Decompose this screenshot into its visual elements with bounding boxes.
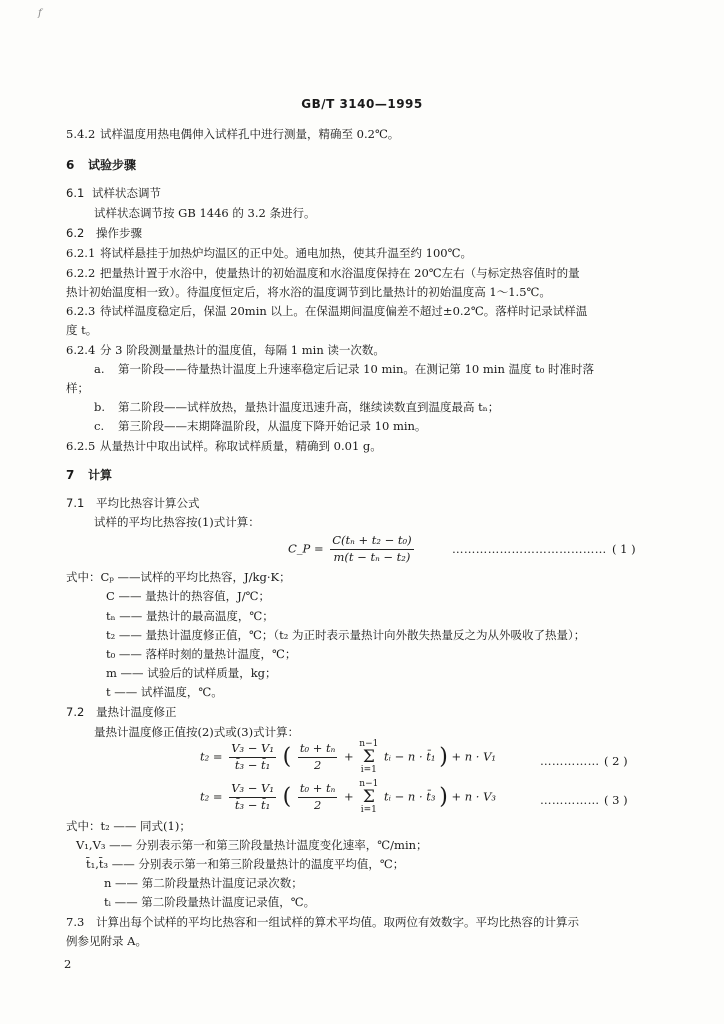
symbol-definition: t̄₁,t̄₃ —— 分别表示第一和第三阶段量热计的温度平均值，℃； bbox=[86, 857, 405, 871]
clause-text: 从量热计中取出试样。称取试样质量，精确到 0.01 g。 bbox=[100, 439, 382, 453]
symbol-definition: V₁,V₃ —— 分别表示第一和第三阶段量热计温度变化速率，℃/min； bbox=[76, 838, 428, 852]
symbol-definition: 式中：t₂ —— 同式(1)； bbox=[66, 819, 191, 833]
list-item-c bbox=[94, 420, 426, 434]
clause-6-2-1 bbox=[66, 247, 472, 261]
sum-upper-limit: n−1 bbox=[359, 739, 379, 749]
left-bracket: ( bbox=[282, 744, 292, 770]
clause-6-2-4 bbox=[66, 344, 385, 358]
section-7-heading bbox=[66, 468, 112, 482]
clause-7-1-heading bbox=[66, 497, 200, 511]
clause-number: 6.2.4 bbox=[66, 343, 96, 357]
equation-leader-dots: …………… bbox=[540, 754, 600, 768]
paragraph-line: 例参见附录 A。 bbox=[66, 934, 147, 948]
section-title: 试验步骤 bbox=[88, 158, 137, 172]
clause-text: 把量热计置于水浴中，使量热计的初始温度和水浴温度保持在 20℃左右（与标定热容值时的量 bbox=[100, 266, 580, 280]
equation-leader-dots: …………… bbox=[540, 793, 600, 807]
numerator: t₀ + tₙ bbox=[298, 742, 337, 758]
equation-leader-dots: ………………………………… bbox=[452, 542, 607, 556]
fraction bbox=[330, 534, 413, 565]
paragraph-line: 样； bbox=[66, 381, 89, 395]
numerator: V₃ − V₁ bbox=[229, 742, 276, 758]
clause-number: 7.3 bbox=[66, 915, 85, 929]
sum-body: tᵢ − n · t̄₃ bbox=[384, 789, 436, 804]
clause-7-2-heading bbox=[66, 706, 177, 720]
symbol-definition: t₀ —— 落样时刻的量热计温度，℃； bbox=[106, 647, 297, 661]
clause-6-2-2 bbox=[66, 267, 580, 281]
fraction bbox=[229, 742, 276, 773]
paragraph-line: 热计初始温度相一致）。待温度恒定后，将水浴的温度调节到比量热计的初始温度高 1～1.5℃。 bbox=[66, 285, 551, 299]
clause-number: 6.2.1 bbox=[66, 246, 96, 260]
right-bracket: ) bbox=[439, 744, 448, 770]
section-number: 7 bbox=[66, 468, 75, 482]
denominator: 2 bbox=[313, 798, 322, 812]
clause-6-2-heading bbox=[66, 227, 142, 241]
clause-title: 平均比热容计算公式 bbox=[96, 496, 200, 510]
clause-5-4-2 bbox=[66, 128, 399, 142]
symbol-definition: tₙ —— 量热计的最高温度，℃； bbox=[106, 609, 274, 623]
clause-6-2-5 bbox=[66, 440, 382, 454]
clause-number: 7.2 bbox=[66, 705, 85, 719]
page-number: 2 bbox=[64, 957, 72, 971]
numerator: V₃ − V₁ bbox=[229, 782, 276, 798]
numerator: t₀ + tₙ bbox=[298, 782, 337, 798]
symbol-definition: n —— 第二阶段量热计温度记录次数； bbox=[104, 876, 303, 890]
symbol-definition: tᵢ —— 第二阶段量热计温度记录值，℃。 bbox=[104, 895, 316, 909]
clause-number: 6.1 bbox=[66, 186, 85, 200]
list-item-b bbox=[94, 401, 499, 415]
symbol-definition: t —— 试样温度，℃。 bbox=[106, 685, 223, 699]
clause-number: 6.2.5 bbox=[66, 439, 96, 453]
clause-number: 5.4.2 bbox=[66, 127, 96, 141]
list-item-a bbox=[94, 363, 594, 377]
paragraph-line: 量热计温度修正值按(2)式或(3)式计算： bbox=[94, 725, 300, 739]
symbol-definition: t₂ —— 量热计温度修正值，℃；（t₂ 为正时表示量热计向外散失热量反之为从外吸收了热量）； bbox=[106, 628, 586, 642]
formula-3: t₂ = $\frac{\text{V₃ − V₁}}{\text{t̄₃ − t̄₁}}$ ( $\frac{\text{t₀ + tₙ}}{2}$ + n−1 Σ i=1 tᵢ − n · t̄₃ ) + n · V₃ bbox=[200, 779, 497, 815]
symbol-definition: C —— 量热计的热容值，J/℃； bbox=[106, 589, 270, 603]
list-text: 第二阶段——试样放热，量热计温度迅速升高，继续读数直到温度最高 tₙ； bbox=[118, 400, 500, 414]
formula-lhs: t₂ = bbox=[200, 789, 223, 804]
section-title: 计算 bbox=[88, 468, 113, 482]
symbol-definition: 式中：Cₚ ——试样的平均比热容，J/kg·K； bbox=[66, 570, 291, 584]
sum-lower-limit: i=1 bbox=[360, 765, 377, 775]
paragraph-line: 度 t。 bbox=[66, 323, 98, 337]
list-text: 第三阶段——末期降温阶段，从温度下降开始记录 10 min。 bbox=[118, 419, 427, 433]
list-marker: a. bbox=[94, 362, 105, 376]
equation-number: ( 2 ) bbox=[604, 754, 628, 768]
clause-6-2-3 bbox=[66, 305, 587, 319]
right-bracket: ) bbox=[439, 784, 448, 810]
section-number: 6 bbox=[66, 158, 75, 172]
clause-number: 6.2 bbox=[66, 226, 85, 240]
denominator: t̄₃ − t̄₁ bbox=[234, 798, 271, 812]
sum-body: tᵢ − n · t̄₁ bbox=[384, 749, 436, 764]
clause-text: 分 3 阶段测量量热计的温度值，每隔 1 min 读一次数。 bbox=[100, 343, 385, 357]
formula-tail: + n · V₃ bbox=[451, 789, 497, 804]
equation-number: ( 3 ) bbox=[604, 793, 628, 807]
formula-2: t₂ = $\frac{\text{V₃ − V₁}}{\text{t̄₃ − t̄₁}}$ ( $\frac{\text{t₀ + tₙ}}{2}$ + n−1 Σ i=1 tᵢ − n · t̄₁ ) + n · V₁ bbox=[200, 739, 497, 775]
denominator: 2 bbox=[313, 758, 322, 772]
clause-text: 待试样温度稳定后，保温 20min 以上。在保温期间温度偏差不超过±0.2℃。落样时记录试样温 bbox=[100, 304, 588, 318]
clause-number: 7.1 bbox=[66, 496, 85, 510]
clause-text: 计算出每个试样的平均比热容和一组试样的算术平均值。取两位有效数字。平均比热容的计算示 bbox=[96, 915, 579, 929]
paragraph-line: 试样的平均比热容按(1)式计算： bbox=[94, 515, 260, 529]
symbol-definition: m —— 试验后的试样质量，kg； bbox=[106, 666, 277, 680]
sum-upper-limit: n−1 bbox=[359, 779, 379, 789]
corner-mark: f bbox=[38, 8, 42, 19]
section-6-heading bbox=[66, 158, 136, 172]
list-text: 第一阶段——待量热计温度上升速率稳定后记录 10 min。在测记第 10 min 温度 t₀ 时准时落 bbox=[118, 362, 595, 376]
denominator: m(t − tₙ − t₂) bbox=[333, 549, 411, 564]
left-bracket: ( bbox=[282, 784, 292, 810]
list-marker: c. bbox=[94, 419, 105, 433]
numerator: C(tₙ + t₂ − t₀) bbox=[330, 534, 413, 550]
formula-1 bbox=[288, 534, 417, 565]
fraction bbox=[298, 782, 337, 813]
clause-title: 试样状态调节 bbox=[92, 186, 161, 200]
summation: n−1 Σ i=1 bbox=[359, 779, 379, 815]
summation: n−1 Σ i=1 bbox=[359, 739, 379, 775]
formula-lhs: t₂ = bbox=[200, 749, 223, 764]
formula-lhs: C_P = bbox=[288, 541, 324, 556]
clause-6-1-heading bbox=[66, 187, 161, 201]
page-header: GB/T 3140—1995 bbox=[301, 97, 423, 111]
list-marker: b. bbox=[94, 400, 106, 414]
clause-number: 6.2.2 bbox=[66, 266, 96, 280]
equation-number: ( 1 ) bbox=[612, 542, 636, 556]
paragraph-line: 试样状态调节按 GB 1446 的 3.2 条进行。 bbox=[94, 206, 316, 220]
fraction bbox=[298, 742, 337, 773]
clause-7-3 bbox=[66, 916, 579, 930]
fraction bbox=[229, 782, 276, 813]
clause-title: 量热计温度修正 bbox=[96, 705, 177, 719]
clause-number: 6.2.3 bbox=[66, 304, 96, 318]
clause-title: 操作步骤 bbox=[96, 226, 142, 240]
denominator: t̄₃ − t̄₁ bbox=[234, 758, 271, 772]
sum-lower-limit: i=1 bbox=[360, 805, 377, 815]
clause-text: 试样温度用热电偶伸入试样孔中进行测量，精确至 0.2℃。 bbox=[100, 127, 400, 141]
clause-text: 将试样悬挂于加热炉均温区的正中处。通电加热，使其升温至约 100℃。 bbox=[100, 246, 472, 260]
formula-tail: + n · V₁ bbox=[451, 749, 497, 764]
